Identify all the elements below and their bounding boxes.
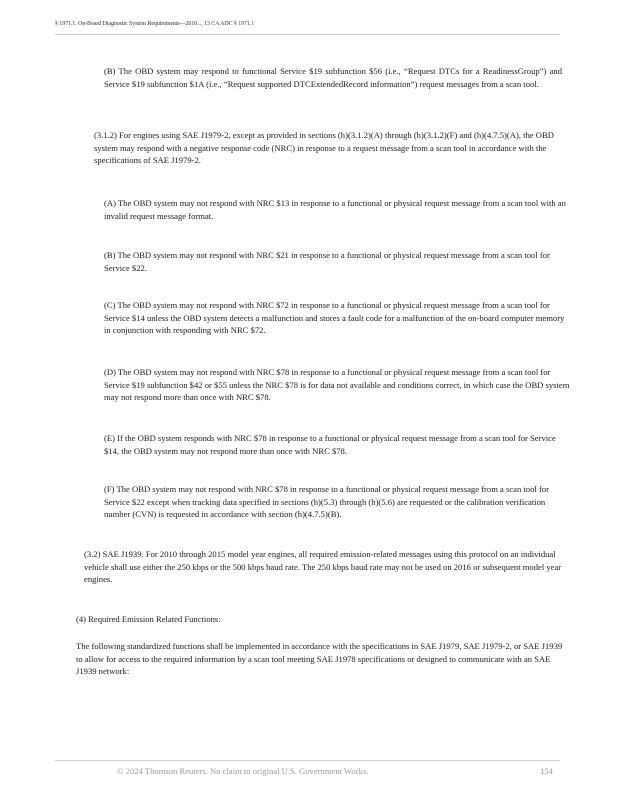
heading-4-required-functions: (4) Required Emission Related Functions: xyxy=(76,614,221,624)
paragraph-3-1-2: (3.1.2) For engines using SAE J1979-2, except as provided in sections (h)(3.1.2)(A) through (h)(3.1.2)(F) and (h)(4.7.5)(A), the OBD system may respond with a negative response code (NRC) in response to a request message from a scan tool in accordance with the specifications of SAE J1979-2. xyxy=(94,130,554,166)
paragraph-standardized-functions: The following standardized functions shall be implemented in accordance with the specifications in SAE J1979, SAE J1979-2, or SAE J1939 to allow for access to the required information by a scan tool meeting SAE J1978 specifications or designed to communicate with an SAE J1939 network: xyxy=(76,641,563,677)
header-rule xyxy=(55,34,560,35)
running-header: § 1971.1. On-Board Diagnostic System Requirements—2010..., 13 CA ADC § 1971.1 xyxy=(55,21,255,27)
footer-rule xyxy=(55,760,560,761)
footer-copyright: © 2024 Thomson Reuters. No claim to original U.S. Government Works. xyxy=(117,766,369,776)
page-number: 154 xyxy=(540,766,553,776)
paragraph-a-nrc13: (A) The OBD system may not respond with NRC $13 in response to a functional or physical request message from a scan tool with an invalid request message format. xyxy=(104,198,566,221)
paragraph-e-nrc78-service14: (E) If the OBD system responds with NRC $78 in response to a functional or physical request message from a scan tool for Service $14, the OBD system may not respond more than once with NRC $78. xyxy=(104,433,556,456)
paragraph-f-nrc78-service22: (F) The OBD system may not respond with NRC $78 in response to a functional or physical request message from a scan tool for Service $22 except when tracking data specified in sections (h)(5.3) through (h)(5.6) are requested or the calibration verification number (CVN) is requested in accordance with section (h)(4.7.5)(B). xyxy=(104,484,549,520)
paragraph-3-2-sae-j1939: (3.2) SAE J1939. For 2010 through 2015 model year engines, all required emission-related messages using this protocol on an individual vehicle shall use either the 250 kbps or the 500 kbps baud rate. The 250 kbps baud rate may not be used on 2016 or subsequent model year engines. xyxy=(84,549,562,585)
paragraph-b-readiness: (B) The OBD system may respond to functional Service $19 subfunction $56 (i.e., “Request DTCs for a ReadinessGroup”) and Service $19 subfunction $1A (i.e., “Request supported DTCExtendedRecord information”) request messages from a scan tool. xyxy=(104,66,562,89)
paragraph-c-nrc72: (C) The OBD system may not respond with NRC $72 in response to a functional or physical request message from a scan tool for Service $14 unless the OBD system detects a malfunction and stores a fault code for a malfunction of the on-board computer memory in conjunction with responding with NRC $72. xyxy=(104,300,565,336)
paragraph-d-nrc78: (D) The OBD system may not respond with NRC $78 in response to a functional or physical request message from a scan tool for Service $19 subfunction $42 or $55 unless the NRC $78 is for data not available and conditions correct, in which case the OBD system may not respond more than once with NRC $78. xyxy=(104,367,570,403)
paragraph-b-nrc21: (B) The OBD system may not respond with NRC $21 in response to a functional or physical request message from a scan tool for Service $22. xyxy=(104,250,550,273)
